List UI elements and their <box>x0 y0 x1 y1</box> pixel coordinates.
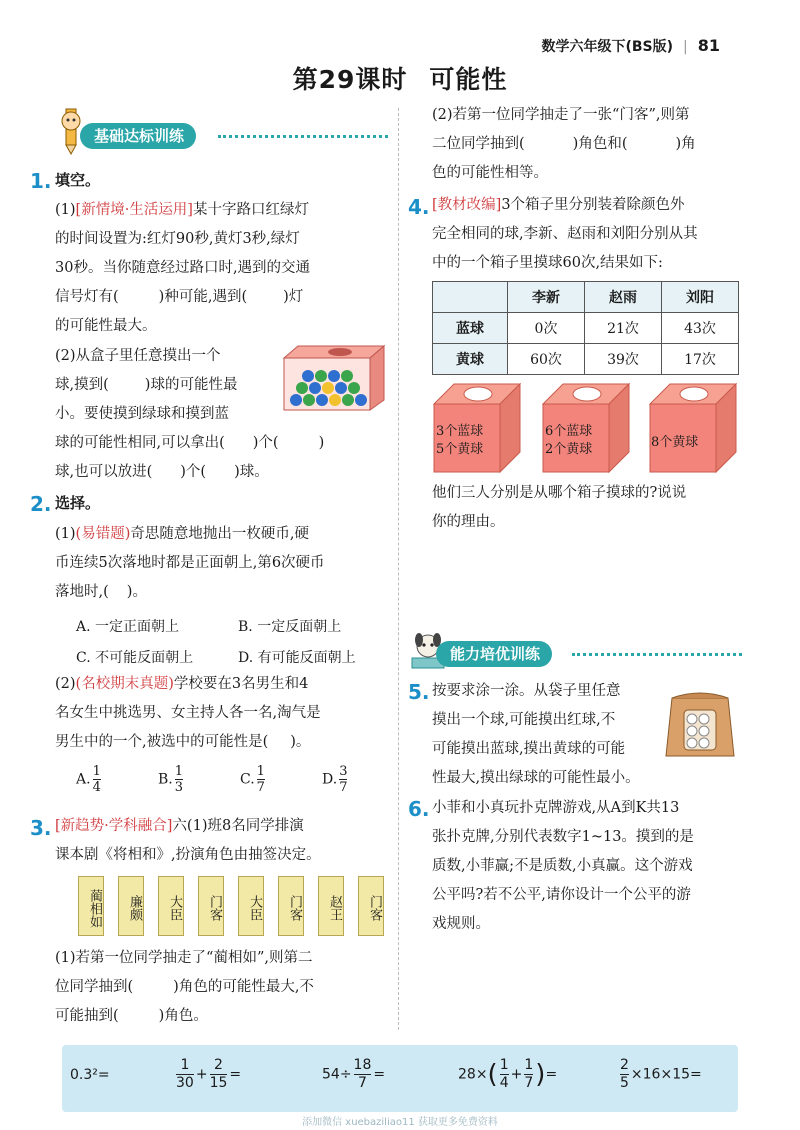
results-table <box>432 281 739 375</box>
option-b: B. 一定反面朝上 <box>238 619 342 635</box>
lesson-topic: 可能性 <box>429 65 508 94</box>
role-card: 大臣 <box>158 876 184 936</box>
role-card: 门客 <box>358 876 384 936</box>
table-row: 蓝球 0次 21次 43次 <box>433 313 739 344</box>
q4-text: [教材改编]3个箱子里分别装着除颜色外 完全相同的球,李新、赵雨和刘阳分别从其 中的一个箱子里摸球60次,结果如下: <box>432 197 698 271</box>
question-number: 2. <box>30 492 52 516</box>
calc-item-3: 54÷ $\frac{18}{7}$ = <box>322 1057 386 1091</box>
q4-ask: 他们三人分别是从哪个箱子摸球的?说说 你的理由。 <box>432 485 687 530</box>
q2-heading: 选择。 <box>55 494 101 512</box>
column-divider <box>398 108 399 1030</box>
q3-sub1: (1)若第一位同学抽走了“蔺相如”,则第二 位同学抽到( )角色的可能性最大,不 可能抽到( )角色。 <box>55 950 314 1024</box>
role-card: 廉颇 <box>118 876 144 936</box>
box-label-3: 8个黄球 <box>651 435 699 450</box>
banner-dots <box>218 135 388 138</box>
calc-strip <box>62 1045 738 1112</box>
ball-bag-icon <box>662 684 738 760</box>
q3-sub2: (2)若第一位同学抽走了一张“门客”,则第 二位同学抽到( )角色和( )角 色的可能性相等。 <box>432 107 696 181</box>
ball-box-illustration <box>282 344 386 412</box>
role-card: 蔺相如 <box>78 876 104 936</box>
tag-label: [教材改编] <box>432 197 502 213</box>
q1-part2: (2)从盒子里任意摸出一个 球,摸到( )球的可能性最 小。要使摸到绿球和摸到蓝 球的可能性相同,可以拿出( )个( ) 球,也可以放进( )个( )球。 <box>55 348 325 480</box>
q3-text: [新趋势·学科融合]六(1)班8名同学排演 课本剧《将相和》,扮演角色由抽签决定。 <box>55 818 321 863</box>
lesson-number: 第29课时 <box>292 65 408 94</box>
calc-item-5: $\frac{2}{5}$ ×16×15= <box>620 1057 702 1091</box>
q5-text: 按要求涂一涂。从袋子里任意 摸出一个球,可能摸出红球,不 可能摸出蓝球,摸出黄球的可能 性最大,摸出绿球的可能性最小。 <box>432 683 640 786</box>
q1-heading: 填空。 <box>55 171 101 189</box>
page-number: 81 <box>697 36 720 55</box>
box-label-2: 6个蓝球 2个黄球 <box>545 424 593 457</box>
question-number: 5. <box>408 680 430 704</box>
tag-label: [新趋势·学科融合] <box>55 818 173 834</box>
watermark: 添加微信 xuebaziliao11 获取更多免费资料 <box>302 1117 498 1128</box>
calc-item-2: $\frac{1}{30}$ + $\frac{2}{15}$ = <box>176 1057 242 1091</box>
question-number: 4. <box>408 195 430 219</box>
calc-item-1: 0.3²= <box>70 1067 110 1083</box>
calc-item-4: 28×( $\frac{1}{4}$ + $\frac{1}{7}$ )= <box>458 1057 558 1091</box>
question-number: 1. <box>30 169 52 193</box>
option-a: A. 一定正面朝上 <box>76 619 180 635</box>
q2-options-2: A. $\frac{1}{4}$ B. $\frac{1}{3}$ C. $\frac{1}{7}$ D. $\frac{3}{7}$ <box>76 764 348 795</box>
q2-part1: (1)(易错题)奇思随意地抛出一枚硬币,硬 币连续5次落地时都是正面朝上,第6次硬币 落地时,( )。 <box>55 526 325 600</box>
section-banner-basic: 基础达标训练 <box>80 123 196 149</box>
question-number: 6. <box>408 797 430 821</box>
question-number: 3. <box>30 816 52 840</box>
header-separator: | <box>683 39 688 55</box>
table-row: 黄球 60次 39次 17次 <box>433 344 739 375</box>
q2-options-1 <box>76 612 356 674</box>
tag-label: (易错题) <box>75 526 131 542</box>
page-title <box>0 60 800 96</box>
section-banner-advanced: 能力培优训练 <box>436 641 552 667</box>
option-d: D. 有可能反面朝上 <box>238 650 356 666</box>
option-c: C. 不可能反面朝上 <box>76 650 194 666</box>
box-label-1: 3个蓝球 5个黄球 <box>436 424 484 457</box>
tag-label: (名校期末真题) <box>75 676 174 692</box>
page-header <box>541 36 720 56</box>
tag-label: [新情境·生活运用] <box>75 202 193 218</box>
role-card: 门客 <box>198 876 224 936</box>
q2-part2: (2)(名校期末真题)学校要在3名男生和4 名女生中挑选男、女主持人各一名,淘气是 男生中的一个,被选中的可能性是( )。 <box>55 676 321 750</box>
q6-text: 小菲和小真玩扑克牌游戏,从A到K共13 张扑克牌,分别代表数字1~13。摸到的是 质数,小菲赢;不是质数,小真赢。这个游戏 公平吗?若不公平,请你设计一个公平的游 戏规则。 <box>432 800 694 932</box>
table-row: 李新 赵雨 刘阳 <box>433 282 739 313</box>
role-card: 赵王 <box>318 876 344 936</box>
q1-part1: (1)[新情境·生活运用]某十字路口红绿灯 的时间设置为:红灯90秒,黄灯3秒,绿灯 30秒。当你随意经过路口时,遇到的交通 信号灯有( )种可能,遇到( )灯 的可能性最大。 <box>55 202 311 334</box>
role-card: 大臣 <box>238 876 264 936</box>
banner-dots <box>572 653 742 656</box>
role-card: 门客 <box>278 876 304 936</box>
box-icon <box>648 382 738 474</box>
book-title: 数学六年级下(BS版) <box>541 39 674 55</box>
